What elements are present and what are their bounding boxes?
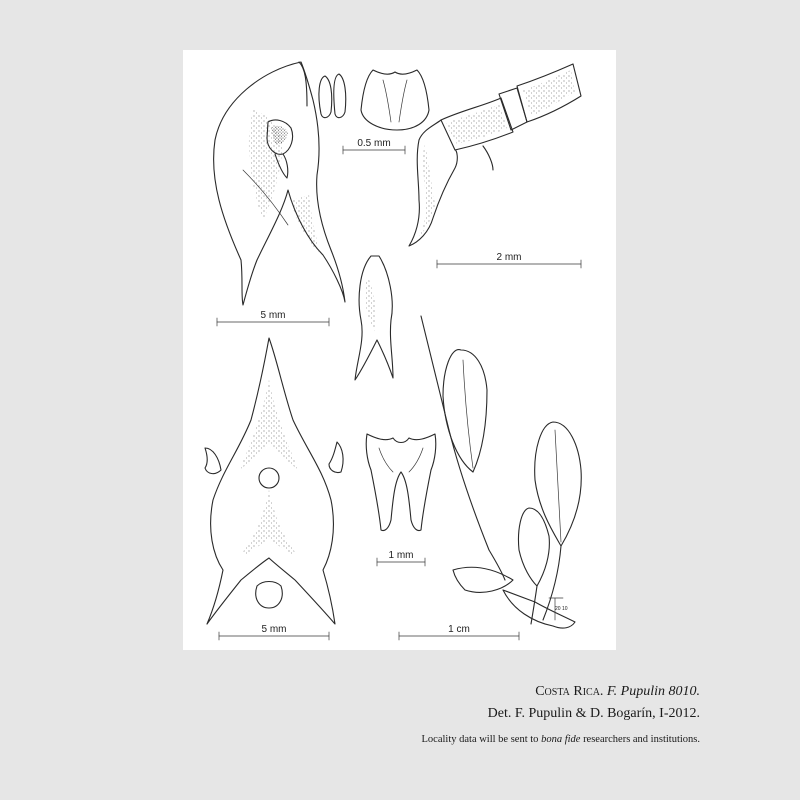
caption-country: Costa Rica. [535, 684, 604, 699]
lip-detail [366, 434, 436, 531]
scale-label-5mm-top: 5 mm [260, 310, 286, 321]
caption-note-before: Locality data will be sent to [421, 734, 542, 745]
scale-label-1mm: 1 mm [388, 550, 414, 561]
plant-habit [355, 256, 581, 628]
caption-note-italic: bona fide [541, 734, 581, 745]
petals-and-lip [319, 70, 429, 130]
caption-determination: Det. F. Pupulin & D. Bogarín, I-2012. [487, 706, 700, 721]
scale-label-5mm-bottom: 5 mm [261, 624, 287, 635]
dissected-perianth [205, 338, 343, 624]
scale-label-1cm: 1 cm [448, 624, 470, 635]
flower-front-view [214, 62, 345, 305]
artist-monogram: 20 10 [555, 606, 568, 612]
caption-note-after: researchers and institutions. [580, 734, 700, 745]
caption-collection [535, 684, 700, 700]
scale-label-2mm: 2 mm [496, 252, 522, 263]
caption-note [422, 734, 701, 745]
scale-label-05mm: 0.5 mm [357, 138, 391, 149]
caption-collector: F. Pupulin 8010. [606, 684, 700, 699]
botanical-plate [183, 50, 616, 650]
illustration-svg [183, 50, 616, 650]
flower-side-view [409, 64, 581, 246]
